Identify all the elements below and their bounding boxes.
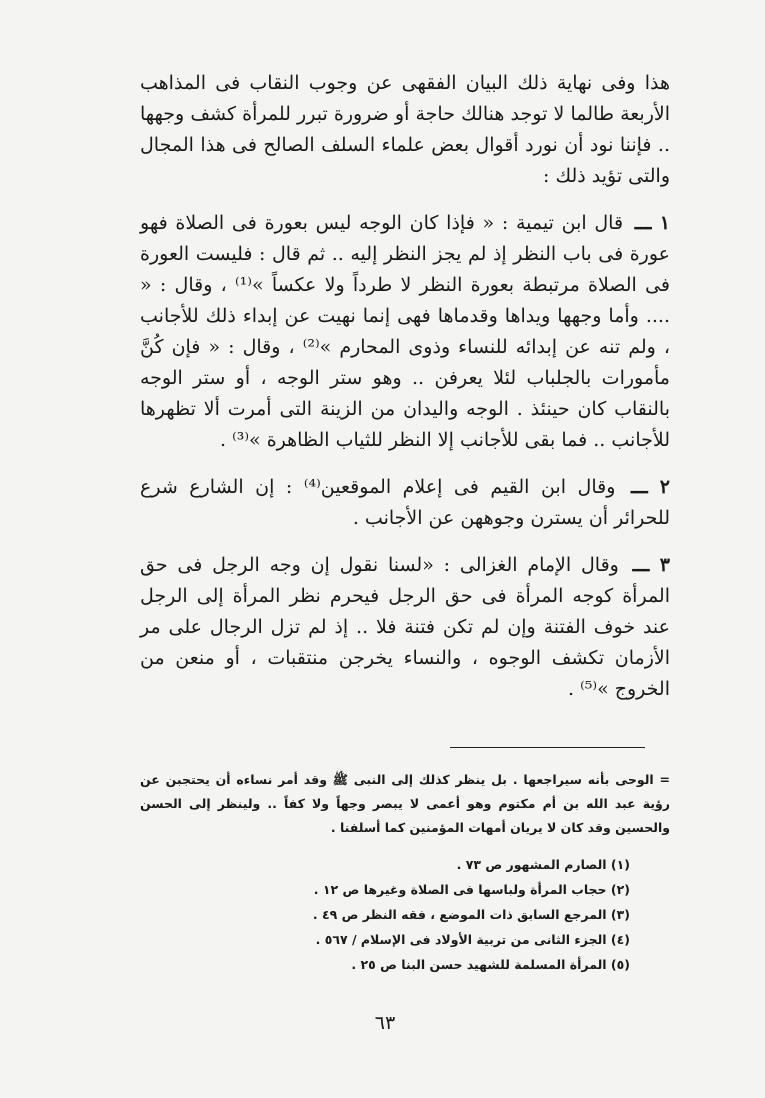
quote-paragraph-1 xyxy=(140,208,670,456)
footnote-2: (٢) حجاب المرأة ولباسها فى الصلاة وغيرها ص ١٢ . xyxy=(313,882,630,897)
paragraph-number: ٣ ـــ xyxy=(632,554,670,576)
quote-paragraph-text: وقال الإمام الغزالى : «لسنا نقول إن وجه الرجل فى حق المرأة كوجه المرأة فى حق الرجل فيحرم نظر المرأة إلى الرجل عند خوف الفتنة وإن لم تكن فتنة فلا .. إذ لم تزل الرجال على مر الأزمان تكشف الوجوه ، والنساء يخرجن منتقبات ، أو منعن من الخروج »⁽⁵⁾ . xyxy=(140,554,670,700)
paragraph-number: ٢ ـــ xyxy=(630,476,670,498)
footnote-list xyxy=(240,852,630,977)
footnote-4: (٤) الجزء الثانى من تربية الأولاد فى الإسلام / ٥٦٧ . xyxy=(315,932,630,947)
quote-paragraph-3 xyxy=(140,550,670,705)
footnote-1: (١) الصارم المشهور ص ٧٣ . xyxy=(456,857,630,872)
quote-paragraph-text: قال ابن تيمية : « فإذا كان الوجه ليس بعورة فى الصلاة فهو عورة فى باب النظر إذ لم يجز النظر إليه .. ثم قال : فليست العورة فى الصلاة مرتبطة بعورة النظر لا طرداً ولا عكساً »⁽¹⁾ ، وقال : « .... وأما وجهها ويداها وقدماها فهى إنما نهيت عن إبداء ذلك للأجانب ، ولم تنه عن إبدائه للنساء وذوى المحارم »⁽²⁾ ، وقال : « فإن كُنَّ مأمورات بالجلباب لئلا يعرفن .. وهو ستر الوجه ، أو ستر الوجه بالنقاب كان حينئذ . الوجه واليدان من الزينة التى أمرت ألا تظهرها للأجانب .. فما بقى للأجانب إلا النظر للثياب الظاهرة »⁽³⁾ . xyxy=(140,212,670,451)
footnote-divider xyxy=(450,747,645,748)
quote-paragraph-text: وقال ابن القيم فى إعلام الموقعين⁽⁴⁾ : إن الشارع شرع للحرائر أن يسترن وجوههن عن الأجانب . xyxy=(140,476,670,529)
paragraph-number: ١ ـــ xyxy=(634,212,670,234)
footnote-3: (٣) المرجع السابق ذات الموضع ، فقه النظر ص ٤٩ . xyxy=(312,907,630,922)
footnote-5: (٥) المرأة المسلمة للشهيد حسن البنا ص ٢٥ . xyxy=(351,957,630,972)
main-text xyxy=(140,68,670,705)
continued-footnote: = الوحى بأنه سيراجعها . بل ينظر كذلك إلى النبى ﷺ وقد أمر نساءه أن يحتجبن عن رؤية عبد الله بن أم مكتوم وهو أعمى لا يبصر وجهاً ولا كفاً .. ولينظر إلى الحسن والحسين وقد كان لا يريان أمهات المؤمنين كما أسلفنا . xyxy=(140,772,670,835)
intro-paragraph xyxy=(140,68,670,192)
intro-paragraph-text: هذا وفى نهاية ذلك البيان الفقهى عن وجوب النقاب فى المذاهب الأربعة طالما لا توجد هنالك حاجة أو ضرورة تبرر للمرأة كشف وجهها .. فإننا نود أن نورد أقوال بعض علماء السلف الصالح فى هذا المجال والتى تؤيد ذلك : xyxy=(140,72,671,187)
quote-paragraph-2 xyxy=(140,472,670,534)
page-number: ٦٣ xyxy=(374,1012,396,1034)
